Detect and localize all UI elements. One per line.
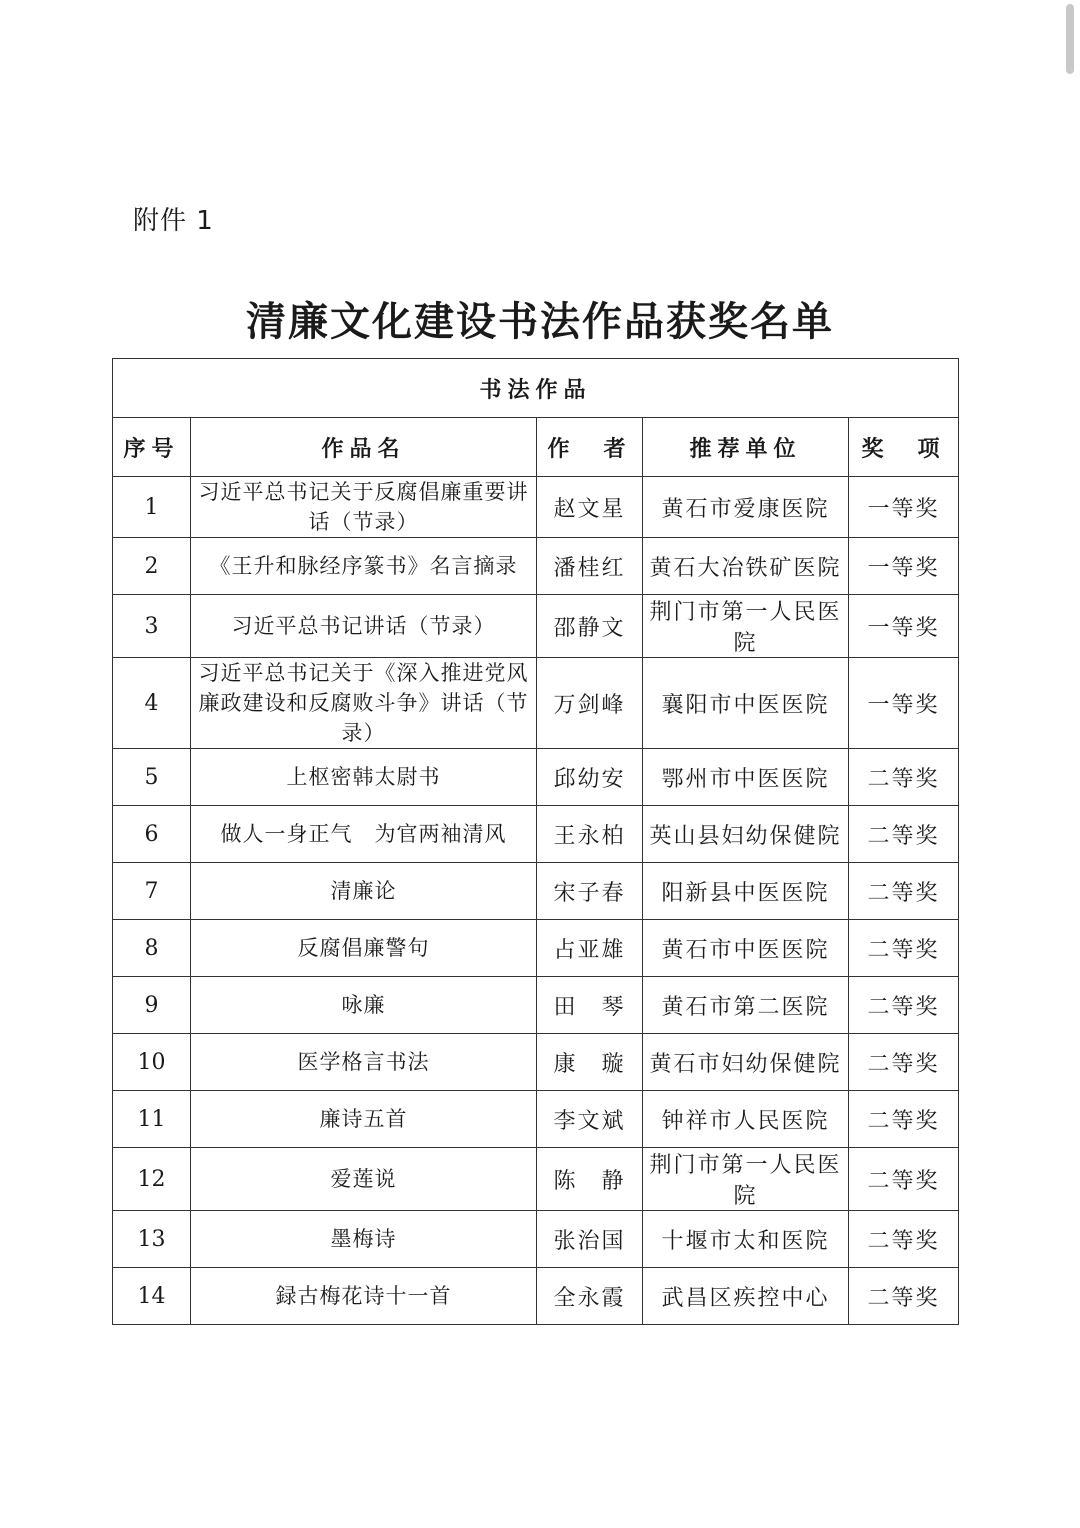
- cell-unit: 武昌区疾控中心: [643, 1268, 849, 1325]
- cell-award: 二等奖: [849, 749, 959, 806]
- cell-no: 11: [113, 1091, 191, 1148]
- cell-author: 邵静文: [537, 595, 643, 658]
- cell-award: 二等奖: [849, 1034, 959, 1091]
- cell-work: 习近平总书记关于反腐倡廉重要讲话（节录）: [191, 477, 537, 538]
- cell-author: 邱幼安: [537, 749, 643, 806]
- cell-unit: 鄂州市中医医院: [643, 749, 849, 806]
- table-row: [113, 1268, 959, 1325]
- cell-work: 《王升和脉经序篆书》名言摘录: [191, 538, 537, 595]
- cell-work: 爱莲说: [191, 1148, 537, 1211]
- cell-work: 医学格言书法: [191, 1034, 537, 1091]
- header-author: 作 者: [537, 418, 643, 477]
- cell-unit: 黄石市中医医院: [643, 920, 849, 977]
- cell-no: 13: [113, 1211, 191, 1268]
- cell-author: 赵文星: [537, 477, 643, 538]
- cell-work: 反腐倡廉警句: [191, 920, 537, 977]
- cell-award: 二等奖: [849, 1091, 959, 1148]
- cell-unit: 黄石市第二医院: [643, 977, 849, 1034]
- table-caption: 书法作品: [113, 359, 959, 418]
- cell-award: 一等奖: [849, 658, 959, 749]
- cell-unit: 荆门市第一人民医院: [643, 595, 849, 658]
- awards-table: [112, 358, 959, 1325]
- cell-no: 2: [113, 538, 191, 595]
- cell-award: 一等奖: [849, 595, 959, 658]
- cell-author: 张治国: [537, 1211, 643, 1268]
- cell-unit: 荆门市第一人民医院: [643, 1148, 849, 1211]
- scrollbar-thumb[interactable]: [1066, 4, 1074, 74]
- table-header-row: [113, 418, 959, 477]
- cell-no: 8: [113, 920, 191, 977]
- document-title: 清廉文化建设书法作品获奖名单: [246, 298, 834, 345]
- cell-no: 3: [113, 595, 191, 658]
- cell-unit: 十堰市太和医院: [643, 1211, 849, 1268]
- cell-author: 全永霞: [537, 1268, 643, 1325]
- table-row: [113, 477, 959, 538]
- cell-work: 清廉论: [191, 863, 537, 920]
- cell-author: 田 琴: [537, 977, 643, 1034]
- table-row: [113, 595, 959, 658]
- cell-no: 5: [113, 749, 191, 806]
- table-row: [113, 749, 959, 806]
- cell-award: 二等奖: [849, 1268, 959, 1325]
- cell-work: 上枢密韩太尉书: [191, 749, 537, 806]
- cell-award: 一等奖: [849, 477, 959, 538]
- cell-award: 二等奖: [849, 977, 959, 1034]
- cell-unit: 襄阳市中医医院: [643, 658, 849, 749]
- cell-work: 习近平总书记讲话（节录）: [191, 595, 537, 658]
- table-row: [113, 1211, 959, 1268]
- cell-unit: 钟祥市人民医院: [643, 1091, 849, 1148]
- header-work: 作品名: [191, 418, 537, 477]
- cell-unit: 黄石市妇幼保健院: [643, 1034, 849, 1091]
- header-no: 序号: [113, 418, 191, 477]
- cell-award: 二等奖: [849, 1148, 959, 1211]
- cell-unit: 英山县妇幼保健院: [643, 806, 849, 863]
- table-row: [113, 1034, 959, 1091]
- cell-no: 1: [113, 477, 191, 538]
- table-row: [113, 1091, 959, 1148]
- cell-work: 録古梅花诗十一首: [191, 1268, 537, 1325]
- attachment-label: 附件 1: [133, 206, 214, 236]
- table-row: [113, 658, 959, 749]
- cell-unit: 阳新县中医医院: [643, 863, 849, 920]
- header-unit: 推荐单位: [643, 418, 849, 477]
- cell-award: 二等奖: [849, 863, 959, 920]
- cell-author: 王永柏: [537, 806, 643, 863]
- table-row: [113, 1148, 959, 1211]
- cell-author: 占亚雄: [537, 920, 643, 977]
- cell-author: 康 璇: [537, 1034, 643, 1091]
- header-award: 奖 项: [849, 418, 959, 477]
- cell-award: 二等奖: [849, 920, 959, 977]
- cell-author: 潘桂红: [537, 538, 643, 595]
- cell-award: 一等奖: [849, 538, 959, 595]
- cell-no: 6: [113, 806, 191, 863]
- cell-no: 12: [113, 1148, 191, 1211]
- table-row: [113, 538, 959, 595]
- cell-no: 14: [113, 1268, 191, 1325]
- cell-work: 墨梅诗: [191, 1211, 537, 1268]
- cell-no: 4: [113, 658, 191, 749]
- cell-award: 二等奖: [849, 806, 959, 863]
- table-row: [113, 920, 959, 977]
- cell-work: 习近平总书记关于《深入推进党风廉政建设和反腐败斗争》讲话（节录）: [191, 658, 537, 749]
- cell-author: 万剑峰: [537, 658, 643, 749]
- cell-work: 咏廉: [191, 977, 537, 1034]
- cell-no: 9: [113, 977, 191, 1034]
- cell-work: 廉诗五首: [191, 1091, 537, 1148]
- cell-unit: 黄石市爱康医院: [643, 477, 849, 538]
- cell-unit: 黄石大冶铁矿医院: [643, 538, 849, 595]
- table-row: [113, 806, 959, 863]
- cell-author: 李文斌: [537, 1091, 643, 1148]
- cell-no: 10: [113, 1034, 191, 1091]
- cell-author: 陈 静: [537, 1148, 643, 1211]
- table-row: [113, 977, 959, 1034]
- cell-no: 7: [113, 863, 191, 920]
- cell-author: 宋子春: [537, 863, 643, 920]
- cell-award: 二等奖: [849, 1211, 959, 1268]
- table-row: [113, 863, 959, 920]
- cell-work: 做人一身正气 为官两袖清风: [191, 806, 537, 863]
